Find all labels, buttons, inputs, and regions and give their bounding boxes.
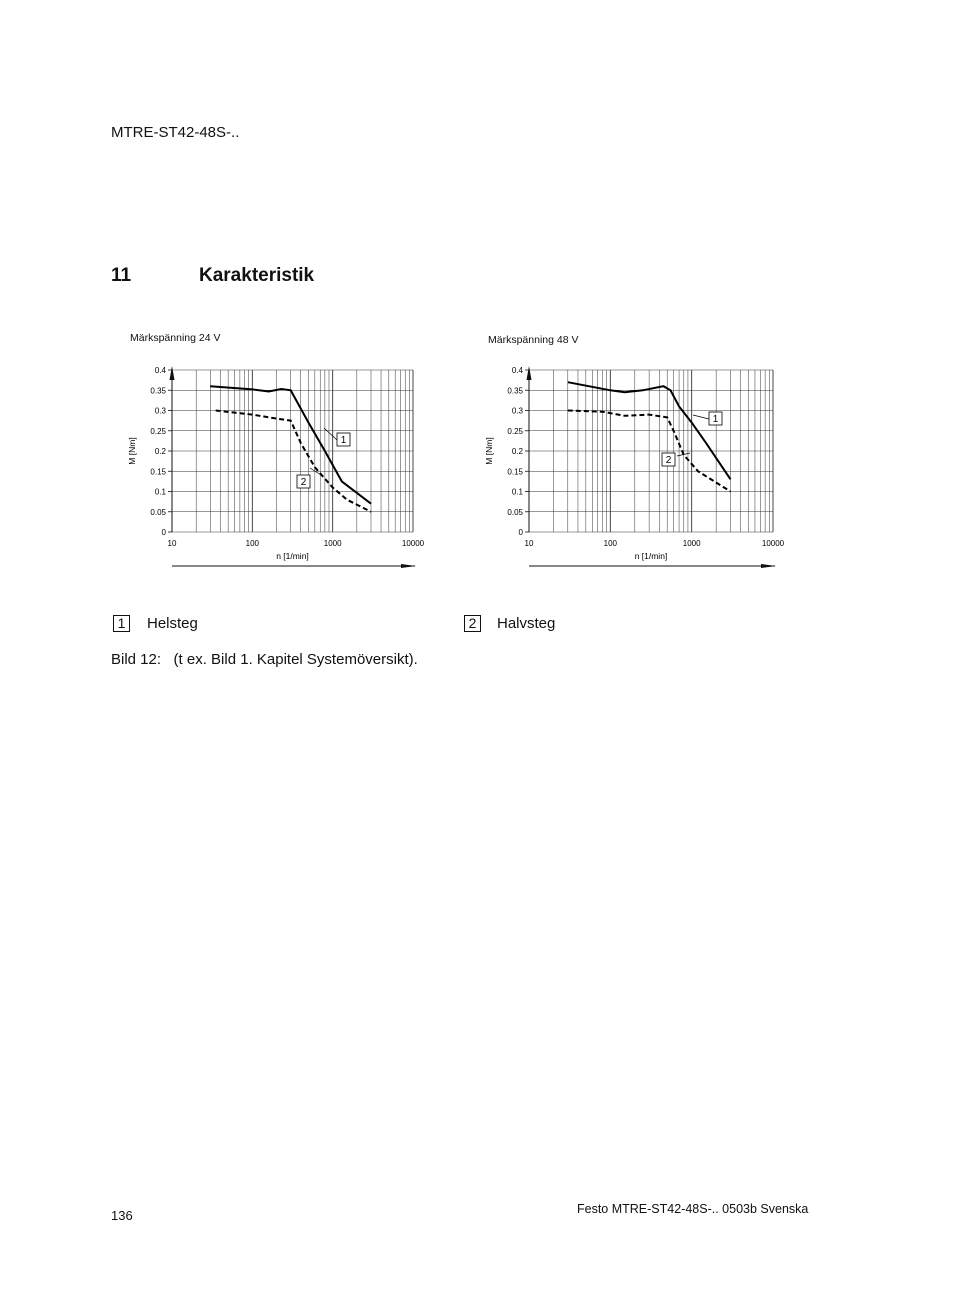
x-axis-label: n [1/min] <box>634 551 668 561</box>
y-tick-label: 0.35 <box>150 386 166 396</box>
x-tick-label: 100 <box>245 539 260 548</box>
callout-marker-label: 1 <box>712 414 719 425</box>
figure-caption: Bild 12: (t ex. Bild 1. Kapitel Systemöversikt). <box>111 651 418 668</box>
x-tick-label: 1000 <box>682 539 701 548</box>
callout-marker-label: 2 <box>665 455 672 466</box>
y-tick-label: 0.3 <box>511 406 523 416</box>
y-tick-label: 0 <box>518 528 523 537</box>
x-tick-label: 10000 <box>761 539 785 548</box>
callout-leader <box>324 428 337 440</box>
callout-marker-label: 2 <box>300 477 307 488</box>
legend-marker-2: 2 <box>464 615 481 632</box>
y-tick-label: 0.25 <box>150 426 166 436</box>
section-title: Karakteristik <box>199 265 315 286</box>
chart-torque-48v <box>482 362 784 574</box>
y-tick-label: 0.3 <box>154 406 166 416</box>
y-tick-label: 0.05 <box>150 507 166 517</box>
footer-text: Festo MTRE-ST42-48S-.. 0503b Svenska <box>577 1202 809 1216</box>
y-tick-label: 0.1 <box>511 487 523 497</box>
section-number: 11 <box>111 265 132 286</box>
chart-title-48v: Märkspänning 48 V <box>488 334 579 346</box>
y-tick-label: 0.2 <box>154 447 166 456</box>
y-tick-label: 0.4 <box>511 366 523 375</box>
y-tick-label: 0.1 <box>154 487 166 497</box>
x-tick-label: 1000 <box>323 539 342 548</box>
chart-torque-24v <box>125 362 425 574</box>
legend-label-halvsteg: Halvsteg <box>497 615 556 632</box>
callout-leader <box>693 415 709 419</box>
x-axis-arrow <box>401 564 416 568</box>
legend-marker-1: 1 <box>113 615 130 632</box>
page-number: 136 <box>111 1208 133 1223</box>
y-axis-arrow <box>170 366 175 380</box>
x-tick-label: 10000 <box>401 539 425 548</box>
chart-title-24v: Märkspänning 24 V <box>130 332 221 344</box>
y-tick-label: 0.25 <box>507 426 523 436</box>
y-tick-label: 0.15 <box>507 467 523 477</box>
x-axis-label: n [1/min] <box>276 551 309 561</box>
legend-label-helsteg: Helsteg <box>147 615 198 632</box>
y-axis-arrow <box>527 366 532 380</box>
y-axis-label: M [Nm] <box>127 437 137 465</box>
y-axis-label: M [Nm] <box>484 437 494 465</box>
document-header: MTRE-ST42-48S-.. <box>111 124 240 141</box>
y-tick-label: 0.05 <box>507 507 523 517</box>
callout-marker-label: 1 <box>340 435 347 446</box>
y-tick-label: 0.15 <box>150 467 166 477</box>
x-tick-label: 10 <box>167 539 177 548</box>
y-tick-label: 0.2 <box>511 447 523 456</box>
x-axis-arrow <box>761 564 776 568</box>
series-line-halvsteg <box>216 411 371 512</box>
x-tick-label: 10 <box>524 539 534 548</box>
x-tick-label: 100 <box>603 539 618 548</box>
y-tick-label: 0.35 <box>507 386 523 396</box>
y-tick-label: 0.4 <box>154 366 166 375</box>
y-tick-label: 0 <box>161 528 166 537</box>
